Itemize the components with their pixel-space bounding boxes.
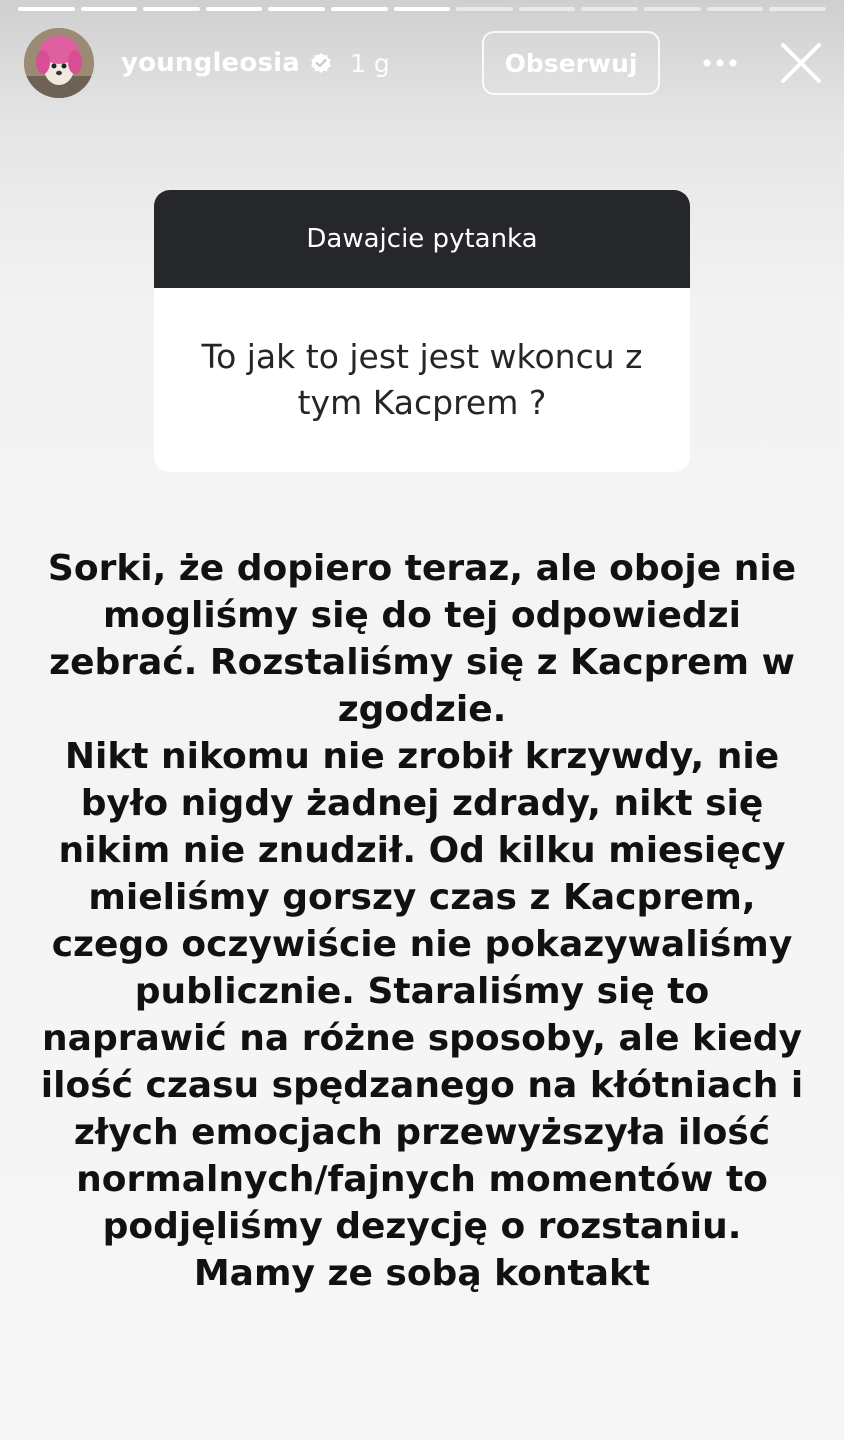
answer-line: czego oczywiście nie pokazywaliśmy xyxy=(51,924,793,965)
answer-line: zgodzie. xyxy=(337,689,507,730)
progress-segment xyxy=(456,7,513,11)
answer-line: podjęliśmy dezycję o rozstaniu. xyxy=(102,1206,742,1247)
post-age: 1 g xyxy=(349,48,390,78)
progress-segment xyxy=(644,7,701,11)
progress-segment xyxy=(519,7,576,11)
question-sticker-text: To jak to jest jest wkoncu z tym Kacprem ? xyxy=(201,337,643,422)
answer-line: Sorki, że dopiero teraz, ale oboje nie xyxy=(47,548,797,589)
more-options-icon[interactable] xyxy=(700,43,740,83)
avatar-dog-image xyxy=(24,28,94,98)
story-progress-bar xyxy=(18,7,826,11)
progress-segment xyxy=(769,7,826,11)
avatar[interactable] xyxy=(24,28,94,98)
username[interactable]: youngleosia xyxy=(121,48,300,78)
verified-badge-icon xyxy=(310,52,332,74)
answer-line: było nigdy żadnej zdrady, nikt się xyxy=(80,783,764,824)
answer-line: ilość czasu spędzanego na kłótniach i xyxy=(40,1065,804,1106)
progress-segment xyxy=(18,7,75,11)
answer-line: nikim nie znudził. Od kilku miesięcy xyxy=(58,830,786,871)
answer-line: naprawić na różne sposoby, ale kiedy xyxy=(42,1018,802,1059)
progress-segment xyxy=(143,7,200,11)
follow-button[interactable]: Obserwuj xyxy=(482,31,660,95)
progress-segment xyxy=(707,7,764,11)
answer-line: normalnych/fajnych momentów to xyxy=(76,1159,768,1200)
progress-segment xyxy=(206,7,263,11)
answer-line: mogliśmy się do tej odpowiedzi xyxy=(103,595,741,636)
progress-segment xyxy=(581,7,638,11)
question-sticker xyxy=(154,190,690,472)
answer-line: Mamy ze sobą kontakt xyxy=(193,1253,651,1294)
progress-segment xyxy=(81,7,138,11)
answer-line: mieliśmy gorszy czas z Kacprem, xyxy=(88,877,756,918)
progress-segment xyxy=(268,7,325,11)
progress-segment xyxy=(331,7,388,11)
question-sticker-title: Dawajcie pytanka xyxy=(154,190,690,288)
story-header xyxy=(24,28,824,98)
answer-line: publicznie. Staraliśmy się to xyxy=(134,971,710,1012)
close-icon[interactable] xyxy=(778,40,824,86)
answer-line: złych emocjach przewyższyła ilość xyxy=(73,1112,771,1153)
progress-segment xyxy=(394,7,451,11)
answer-line: Nikt nikomu nie zrobił krzywdy, nie xyxy=(64,736,780,777)
answer-line: zebrać. Rozstaliśmy się z Kacprem w xyxy=(49,642,795,683)
answer-text xyxy=(30,545,814,1297)
